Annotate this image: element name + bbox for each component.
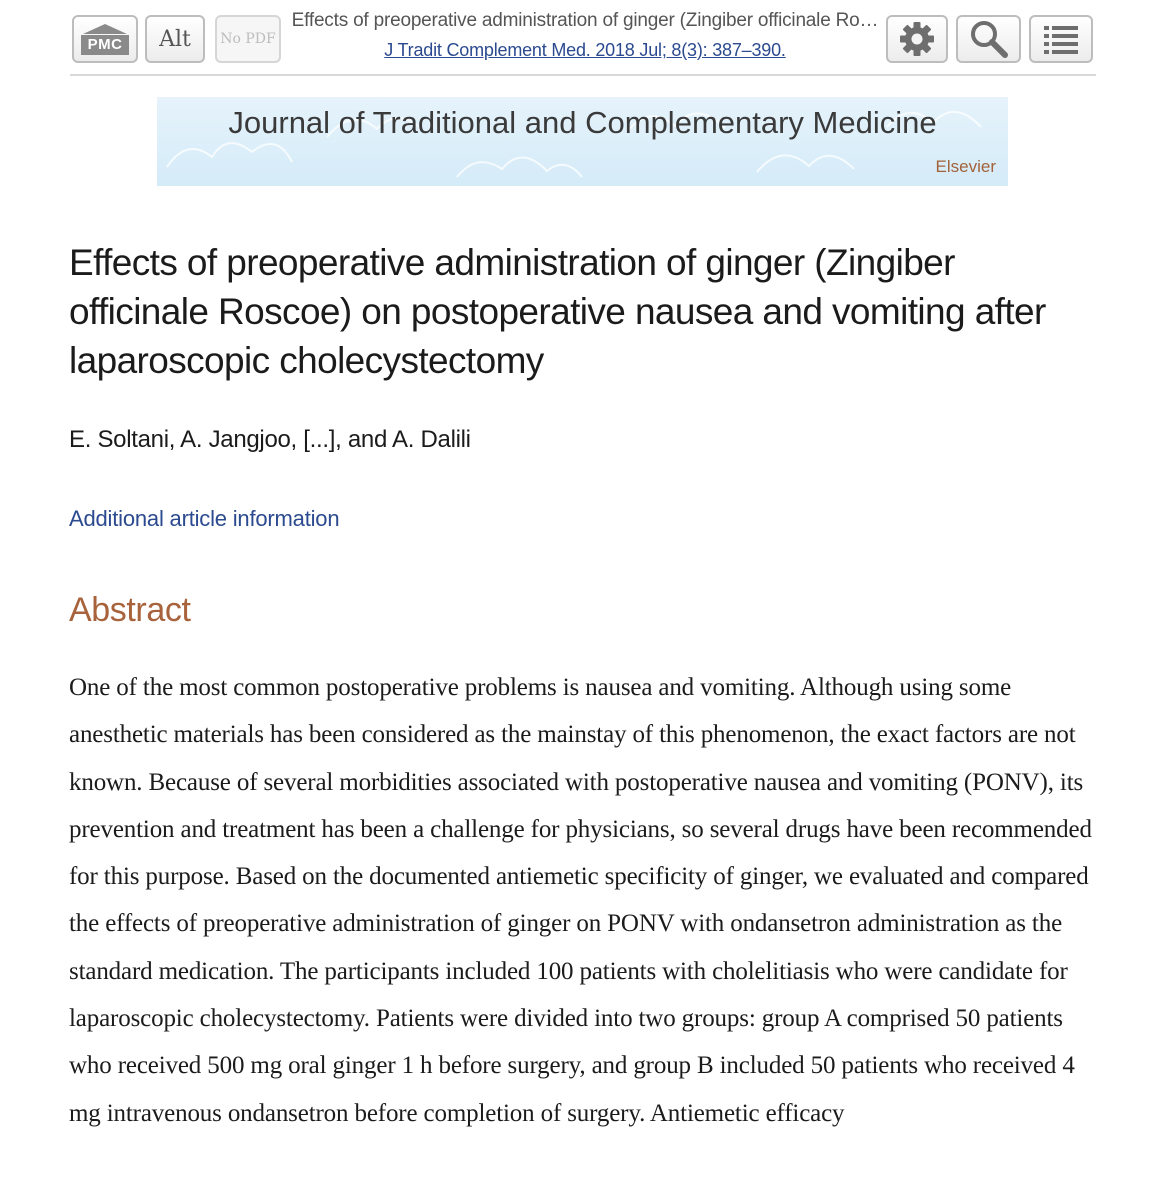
article-title: Effects of preoperative administration of ginger (Zingiber officinale Roscoe) on postoperative nausea and vomiting after laparoscopic cholecystectomy [69,242,1046,381]
list-icon [1044,24,1078,54]
citation-link[interactable]: J Tradit Complement Med. 2018 Jul; 8(3): 387–390. [384,40,786,60]
additional-info-link[interactable]: Additional article information [69,506,340,531]
pmc-button[interactable] [72,15,138,63]
pmc-logo-icon [79,22,131,56]
abstract-text: One of the most common postoperative problems is nausea and vomiting. Although using some anesthetic materials has been considered as the mainstay of this phenomenon, the exact factors are not known. Because of several morbidities associated with postoperative nausea and vomiting (PONV), its prevention and treatment has been a challenge for physicians, so several drugs have been recommended for this purpose. Based on the documented antiemetic specificity of ginger, we evaluated and compared the effects of preoperative administration of ginger on PONV with ondansetron administration as the standard medication. The participants included 100 patients with cholelitiasis who were candidate for laparoscopic cholecystectomy. Patients were divided into two groups: group A comprised 50 patients who received 500 mg oral ginger 1 h before surgery, and group B included 50 patients who received 4 mg intravenous ondansetron before completion of surgery. Antiemetic efficacy [69,674,1092,1127]
search-button[interactable] [956,15,1021,63]
gear-icon [898,20,936,58]
alt-button[interactable]: Alt [145,15,205,63]
author-list[interactable]: E. Soltani, A. Jangjoo, [...], and A. Dalili [69,426,471,453]
pmc-label: PMC [81,35,129,55]
publisher-name: Elsevier [935,157,996,176]
toolbar-article-title: Effects of preoperative administration of ginger (Zingiber officinale Ro… [291,10,879,31]
search-icon [968,19,1010,59]
contents-menu-button[interactable] [1029,15,1093,63]
settings-button[interactable] [886,15,948,63]
abstract-heading: Abstract [69,591,191,629]
top-toolbar [70,0,1096,76]
journal-banner[interactable] [157,97,1008,186]
journal-title: Journal of Traditional and Complementary Medicine [228,105,937,140]
no-pdf-button: No PDF [215,15,281,63]
